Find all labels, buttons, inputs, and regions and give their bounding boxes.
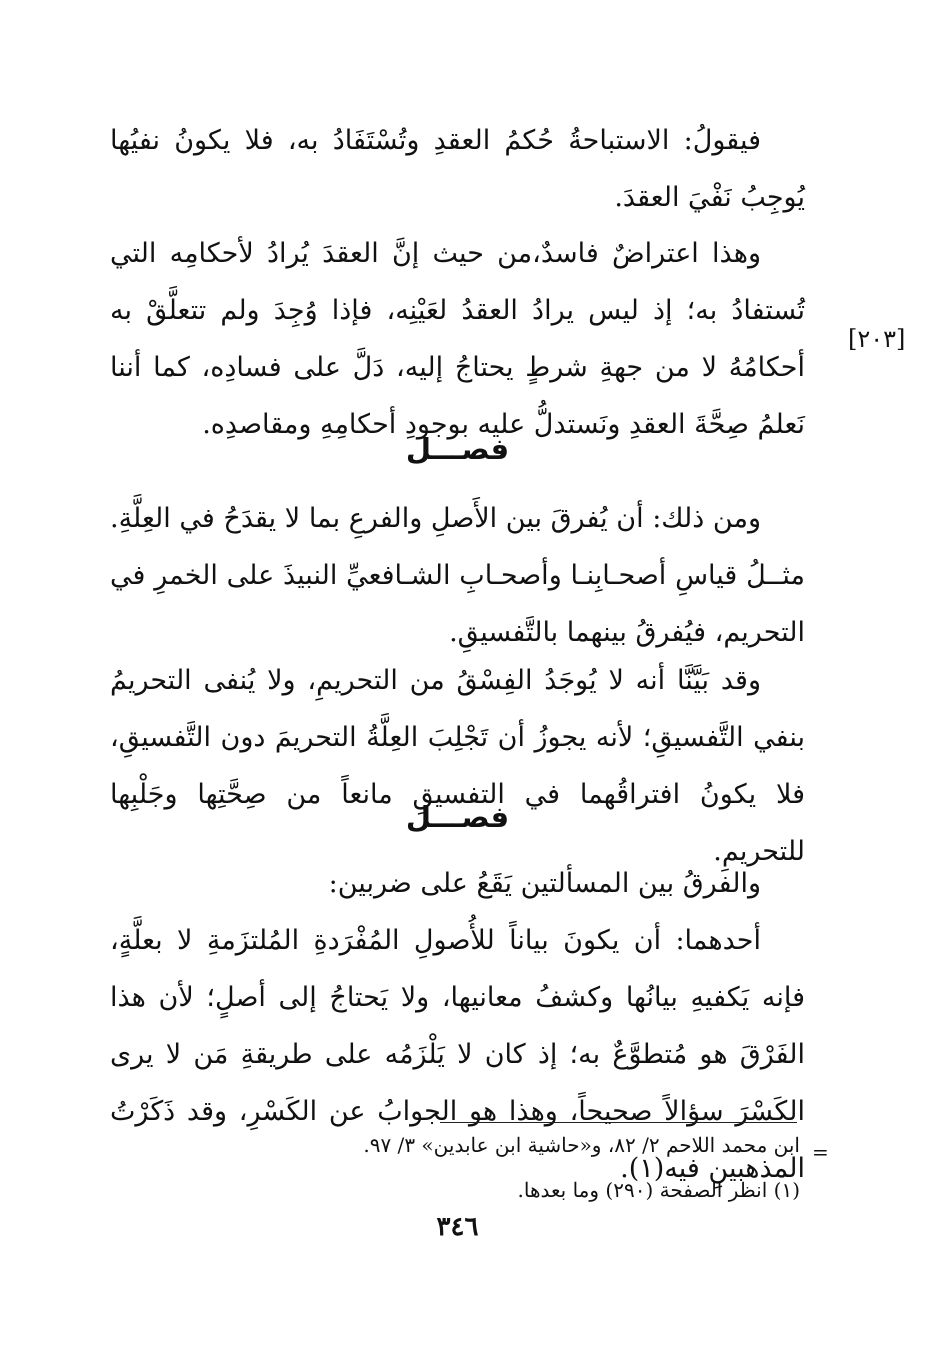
section-heading-1: فصـــل — [405, 432, 510, 466]
paragraph-1: فيقولُ: الاستباحةُ حُكمُ العقدِ وتُسْتَفَادُ به، فلا يكونُ نفيُها يُوجِبُ نَفْيَ العقدَ. — [110, 125, 805, 213]
text-block-4 — [110, 652, 805, 880]
text-block-5 — [110, 855, 805, 912]
text-block-2 — [110, 225, 805, 453]
footnote-continuation-mark: = — [812, 1140, 829, 1164]
paragraph-2: وهذا اعتراضٌ فاسدٌ،من حيث إنَّ العقدَ يُرادُ لأحكامِه التي تُستفادُ به؛ إذ ليس يرادُ العقدُ لعَيْنِه، فإذا وُجِدَ ولم تتعلَّقْ به أحكامُهُ لا من جهةِ شرطٍ يحتاجُ إليه، دَلَّ على فسادِه، كما أننا نَعلمُ صِحَّةَ العقدِ ونَستدلُّ عليه بوجودِ أحكامِهِ ومقاصدِه. — [110, 238, 805, 440]
margin-page-reference: [٢٠٣] — [848, 325, 906, 353]
footnote-continued: ابن محمد اللاحم ٢/ ٨٢، و«حاشية ابن عابدين» ٣/ ٩٧. — [363, 1133, 800, 1157]
text-block-3 — [110, 490, 805, 661]
paragraph-3: ومن ذلك: أن يُفرقَ بين الأَصلِ والفرعِ بما لا يقدَحُ في العِلَّةِ. مثــلُ قياسِ أصحـابِنـا وأصحـابِ الشـافعيِّ النبيذَ على الخمرِ في التحريم، فيُفرقُ بينهما بالتَّفسيقِ. — [110, 503, 805, 648]
footnote-1: (١) انظر الصفحة (٢٩٠) وما بعدها. — [517, 1178, 800, 1202]
paragraph-4: وقد بَيَّنَّا أنه لا يُوجَدُ الفِسْقُ من التحريمِ، ولا يُنفى التحريمُ بنفي التَّفسيقِ؛ لأنه يجوزُ أن تَجْلِبَ العِلَّةُ التحريمَ دون التَّفسيقِ، فلا يكونُ افتراقُهما في التفسيقِ مانعاً من صِحَّتِها وجَلْبِها للتحريمِ. — [110, 665, 805, 867]
footnote-divider — [440, 1122, 797, 1123]
text-block-1 — [110, 112, 805, 226]
page-number: ٣٤٦ — [436, 1212, 479, 1242]
section-heading-2: فصـــل — [405, 800, 510, 834]
paragraph-6: أحدهما: أن يكونَ بياناً للأُصولِ المُفْرَدةِ المُلتزَمةِ لا بعلَّةٍ، فإنه يَكفيهِ بيانُها وكشفُ معانيها، ولا يَحتاجُ إلى أصلٍ؛ لأن هذا الفَرْقَ هو مُتطوَّعٌ به؛ إذ كان لا يَلْزَمُه على طريقةِ مَن لا يرى الكَسْرَ سؤالاً صحيحاً، وهذا هو الجوابُ عن الكَسْرِ، وقد ذَكَرْتُ المذهبينِ فيه(١). — [110, 925, 805, 1184]
paragraph-5: والفرقُ بين المسألتين يَقَعُ على ضربين: — [328, 868, 761, 899]
